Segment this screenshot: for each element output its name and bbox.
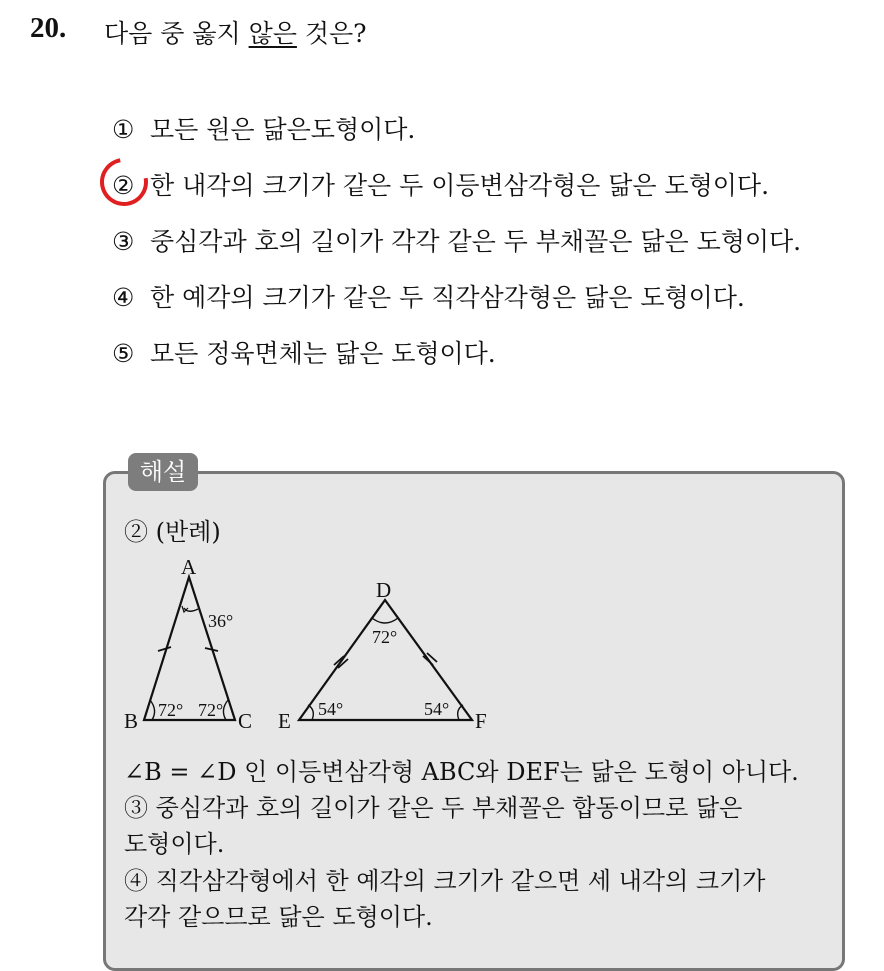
choice-text: 모든 정육면체는 닮은 도형이다. xyxy=(150,339,496,368)
vertex-label-a: A xyxy=(181,555,197,579)
answer-circle-mark xyxy=(91,149,158,216)
vertex-label-f: F xyxy=(475,709,487,733)
choice-5[interactable] xyxy=(112,334,496,370)
angle-arc-d xyxy=(372,618,398,623)
angle-label-e: 54° xyxy=(318,699,344,719)
choice-mark: ① xyxy=(112,115,135,144)
choice-mark: ④ xyxy=(112,283,135,312)
angle-label-d: 72° xyxy=(372,627,398,647)
triangle-figure xyxy=(118,552,498,737)
vertex-label-d: D xyxy=(376,578,392,602)
solution-line-2: ③ 중심각과 호의 길이가 같은 두 부채꼴은 합동이므로 닮은 xyxy=(124,794,743,822)
vertex-label-b: B xyxy=(124,709,139,733)
triangle-abc xyxy=(144,577,235,720)
solution-tag: 해설 xyxy=(128,453,198,491)
choice-text: 한 내각의 크기가 같은 두 이등변삼각형은 닮은 도형이다. xyxy=(150,171,770,200)
angle-label-b: 72° xyxy=(158,700,184,720)
choice-mark: ③ xyxy=(112,227,135,256)
question-number: 20. xyxy=(30,12,67,44)
solution-line-1: ∠B = ∠D 인 이등변삼각형 ABC와 DEF는 닮은 도형이 아니다. xyxy=(124,758,799,786)
angle-label-c: 72° xyxy=(198,700,224,720)
question-text-after: 것은? xyxy=(296,19,367,48)
question-text xyxy=(104,14,367,50)
choice-text: 모든 원은 닮은도형이다. xyxy=(150,115,416,144)
angle-arc-c xyxy=(223,700,228,720)
vertex-label-e: E xyxy=(278,709,291,733)
vertex-label-c: C xyxy=(238,709,253,733)
solution-line-5: 각각 같으므로 닮은 도형이다. xyxy=(124,903,433,931)
choice-text: 중심각과 호의 길이가 각각 같은 두 부채꼴은 닮은 도형이다. xyxy=(150,227,802,256)
choice-1[interactable] xyxy=(112,110,415,146)
angle-arc-b xyxy=(150,700,155,720)
question-underlined-word: 않은 xyxy=(248,19,297,48)
choice-mark: ⑤ xyxy=(112,339,135,368)
solution-heading: ② (반례) xyxy=(124,518,221,546)
angle-label-f: 54° xyxy=(424,699,450,719)
choice-2[interactable] xyxy=(112,166,769,202)
solution-line-3: 도형이다. xyxy=(124,830,225,858)
choice-3[interactable] xyxy=(112,222,801,258)
choice-text: 한 예각의 크기가 같은 두 직각삼각형은 닮은 도형이다. xyxy=(150,283,745,312)
question-text-before: 다음 중 옳지 xyxy=(104,19,249,48)
angle-label-a: 36° xyxy=(208,611,234,631)
solution-line-4: ④ 직각삼각형에서 한 예각의 크기가 같으면 세 내각의 크기가 xyxy=(124,867,766,895)
choice-4[interactable] xyxy=(112,278,745,314)
choice-mark: ② xyxy=(112,171,135,200)
tick-mark-ab xyxy=(158,647,171,651)
